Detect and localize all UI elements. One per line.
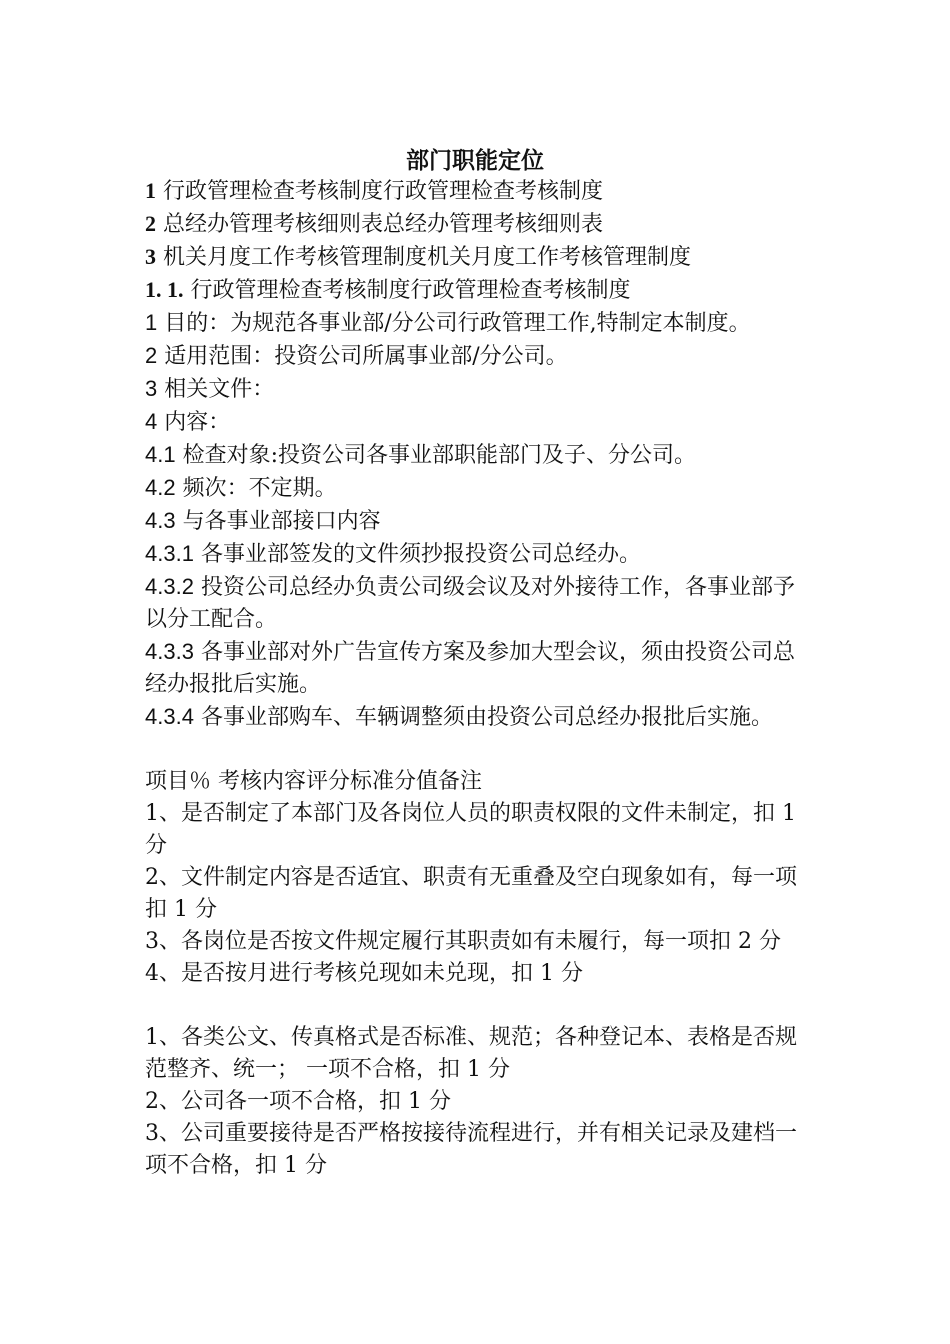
toc-text: 行政管理检查考核制度行政管理检查考核制度 [163, 179, 604, 204]
toc-item [145, 241, 810, 274]
clause-number: 1 [145, 310, 158, 335]
clause-number: 2 [145, 343, 158, 368]
clause [145, 505, 810, 538]
toc-number: 3 [145, 244, 156, 269]
document-body [145, 175, 810, 1182]
clause-text: 投资公司总经办负责公司级会议及对外接待工作，各事业部予以分工配合。 [145, 575, 795, 632]
section-heading [145, 274, 810, 307]
criteria-item: 4、是否按月进行考核兑现如未兑现，扣 1 分 [145, 961, 583, 986]
section-number: 1. 1. [145, 277, 184, 302]
toc-text: 总经办管理考核细则表总经办管理考核细则表 [163, 212, 604, 237]
clause [145, 406, 810, 439]
toc-number: 2 [145, 211, 156, 236]
clause-text: 频次：不定期。 [182, 476, 337, 501]
clause [145, 340, 810, 373]
clause-text: 各事业部签发的文件须抄报投资公司总经办。 [200, 542, 641, 567]
clause-number: 4.3 [145, 508, 176, 533]
section-text: 行政管理检查考核制度行政管理检查考核制度 [190, 278, 631, 303]
criteria-item: 2、文件制定内容是否适宜、职责有无重叠及空白现象如有，每一项扣 1 分 [145, 865, 797, 922]
clause-number: 4 [145, 409, 158, 434]
clause-text: 内容： [164, 410, 231, 435]
clause-number: 3 [145, 376, 158, 401]
clause [145, 373, 810, 406]
criteria-item: 1、各类公文、传真格式是否标准、规范；各种登记本、表格是否规范整齐、统一； 一项不合格，扣 1 分 [145, 1025, 797, 1082]
criteria-item: 1、是否制定了本部门及各岗位人员的职责权限的文件未制定，扣 1 分 [145, 801, 796, 858]
toc-item [145, 208, 810, 241]
clause-text: 检查对象:投资公司各事业部职能部门及子、分公司。 [182, 443, 697, 468]
spacer [145, 734, 810, 766]
clause [145, 472, 810, 505]
clause-text: 目的：为规范各事业部/分公司行政管理工作,特制定本制度。 [164, 311, 751, 336]
toc-item [145, 175, 810, 208]
toc-number: 1 [145, 178, 156, 203]
clause-number: 4.3.2 [145, 574, 194, 599]
clause-number: 4.1 [145, 442, 176, 467]
criteria-item: 2、公司各一项不合格，扣 1 分 [145, 1089, 451, 1114]
page-title: 部门职能定位 [406, 147, 544, 174]
clause-text: 与各事业部接口内容 [182, 509, 381, 534]
spacer [145, 990, 810, 1022]
clause [145, 307, 810, 340]
clause-text: 各事业部购车、车辆调整须由投资公司总经办报批后实施。 [200, 705, 773, 730]
clause-text: 相关文件： [164, 377, 275, 402]
toc-text: 机关月度工作考核管理制度机关月度工作考核管理制度 [163, 245, 692, 270]
table-header: 项目％ 考核内容评分标准分值备注 [145, 769, 482, 794]
clause-text: 适用范围：投资公司所属事业部/分公司。 [164, 344, 568, 369]
clause-number: 4.3.3 [145, 639, 194, 664]
clause-number: 4.3.4 [145, 704, 194, 729]
criteria-item: 3、公司重要接待是否严格按接待流程进行，并有相关记录及建档一项不合格，扣 1 分 [145, 1121, 797, 1178]
clause-number: 4.3.1 [145, 541, 194, 566]
clause [145, 439, 810, 472]
clause [145, 701, 810, 734]
clause [145, 571, 810, 636]
clause [145, 538, 810, 571]
clause-number: 4.2 [145, 475, 176, 500]
clause [145, 636, 810, 701]
criteria-item: 3、各岗位是否按文件规定履行其职责如有未履行，每一项扣 2 分 [145, 929, 781, 954]
clause-text: 各事业部对外广告宣传方案及参加大型会议，须由投资公司总经办报批后实施。 [145, 640, 795, 697]
